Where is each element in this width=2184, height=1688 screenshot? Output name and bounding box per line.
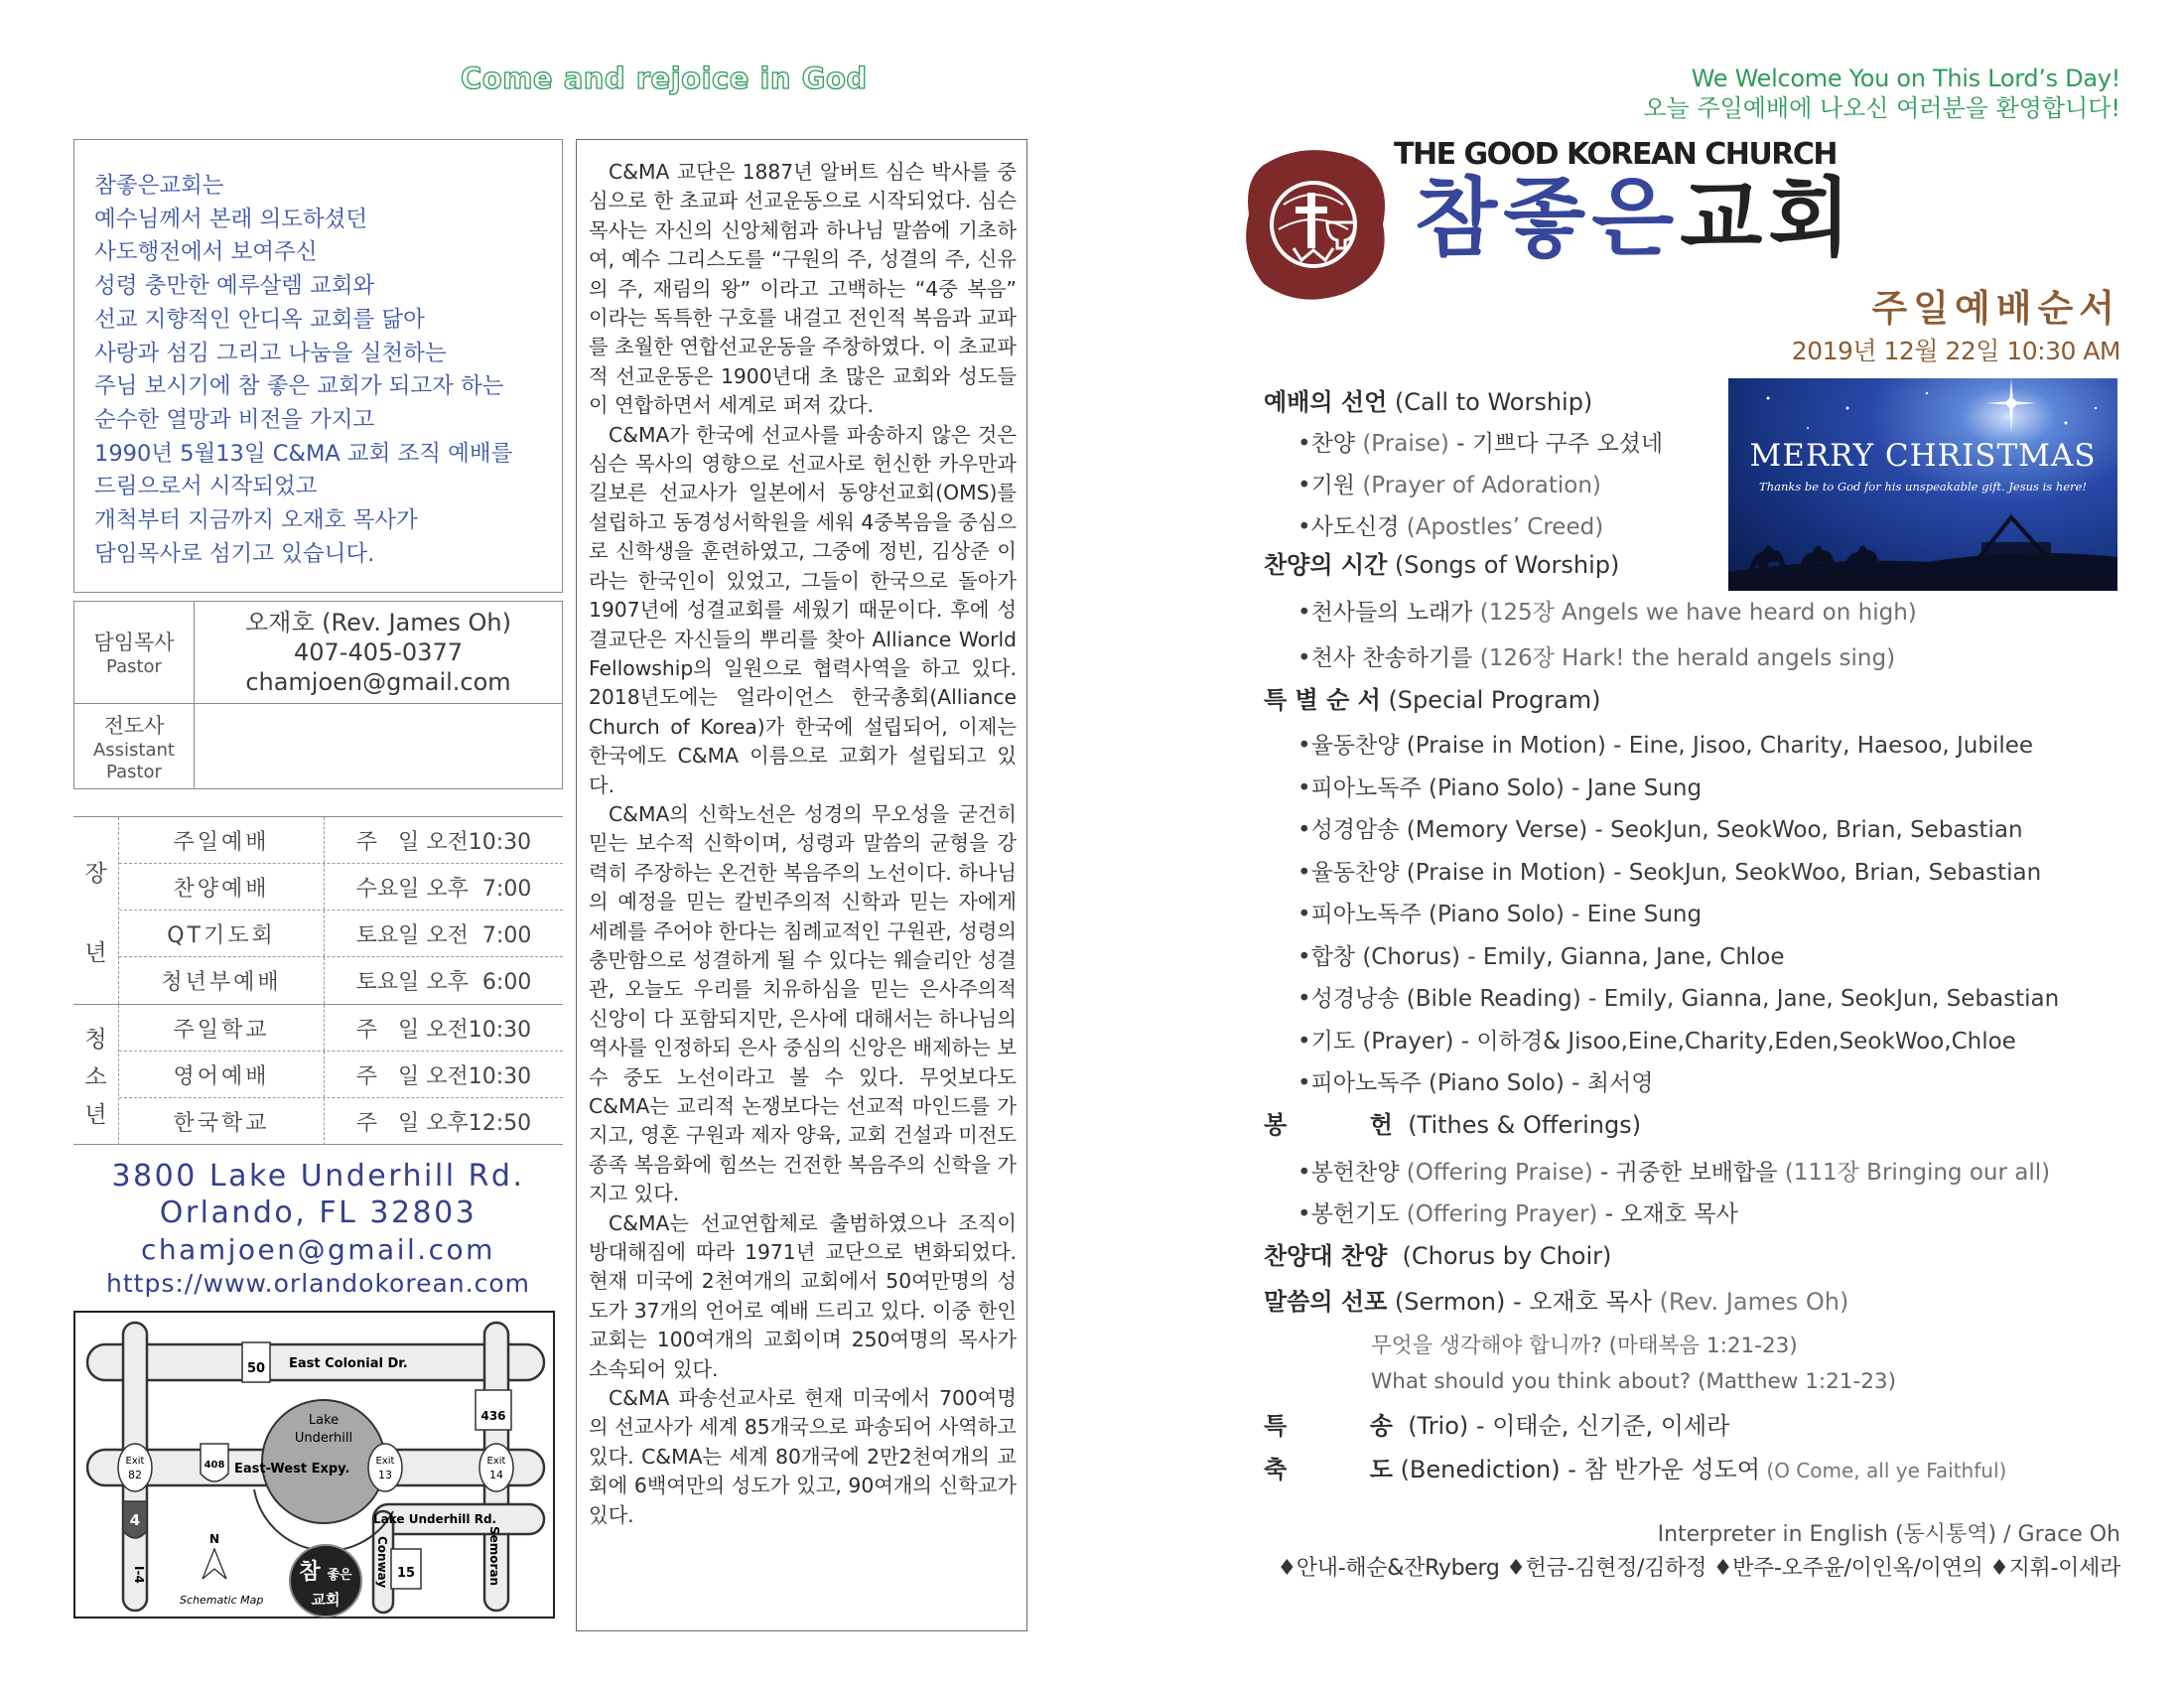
staff-row-pastor	[74, 602, 562, 704]
section-trio	[1264, 1411, 2127, 1455]
category-char: 장	[84, 860, 107, 887]
welcome-ko: 오늘 주일예배에 나오신 여러분을 환영합니다!	[1643, 94, 2120, 122]
order-item: •합창 (Chorus) - Emily, Gianna, Jane, Chloe	[1297, 943, 1785, 970]
map-caption: Schematic Map	[180, 1594, 264, 1607]
schedule-row	[119, 1052, 563, 1098]
section-songs-of-worship	[1264, 550, 2127, 594]
schematic-map	[73, 1311, 555, 1618]
order-item	[1264, 639, 2127, 685]
sr436-shield-icon: 436	[480, 1409, 506, 1423]
schedule-row	[119, 957, 563, 1004]
schedule-row	[119, 1005, 563, 1052]
north-arrow-label: N	[208, 1532, 220, 1546]
staff-info	[195, 602, 562, 703]
section-choir	[1264, 1241, 2127, 1287]
exit-label: Exit	[375, 1456, 395, 1467]
i4-shield-icon: 4	[129, 1511, 141, 1529]
item-en: (Offering Prayer)	[1399, 1201, 1598, 1227]
church-address	[73, 1158, 563, 1300]
service-time: 토요일 오전 7:00	[355, 922, 532, 948]
mission-line: 사도행전에서 보여주신	[94, 239, 318, 266]
pastor-phone: 407-405-0377	[293, 638, 463, 666]
exit-number: 13	[378, 1469, 392, 1481]
north-arrow-icon	[203, 1549, 226, 1579]
item-ko: •천사들의 노래가	[1297, 600, 1473, 626]
welcome-en: We Welcome You on This Lord’s Day!	[1691, 65, 2120, 92]
staff-info-empty	[195, 704, 562, 788]
order-item: •피아노독주 (Piano Solo) - Jane Sung	[1297, 774, 1703, 801]
mission-line: 참좋은교회는	[94, 173, 224, 199]
mission-line: 순수한 열망과 비전을 가지고	[94, 406, 375, 433]
lake-label: Lake	[308, 1413, 340, 1428]
mission-line: 선교 지향적인 안디옥 교회를 닮아	[94, 306, 425, 333]
section-title-ko: 말씀의 선포	[1264, 1288, 1388, 1316]
road-label: East-West Expy.	[234, 1462, 350, 1477]
schedule-category	[73, 817, 119, 1004]
church-name-en: THE GOOD KOREAN CHURCH	[1394, 137, 1837, 172]
history-paragraph: C&MA의 신학노선은 성경의 무오성을 굳건히 믿는 보수적 신학이며, 성령과 말씀의 균형을 강력히 주장하는 온건한 복음주의 노선이다. 하나님의 예정을 믿는 칼빈주의적 신학과 믿는 자에게 세례를 주어야 한다는 침례교적인 구원관, 성령의 충만함으로 성결하게 될 수 있다는 웨슬리안 성결관, 오늘도 우리를 치유하심을 믿는 은사주의적 신앙이 다 포함되지만, 은사에 대해서는 하나님의 역사를 인정하되 은사 중심의 신앙은 배제하는 보수 중도 노선이라고 볼 수 있다. 무엇보다도 C&MA는 교리적 논쟁보다는 선교적 마인드를 가지고, 영혼 구원과 제자 양육, 교회 건설과 미전도종족 복음화에 힘쓰는 건전한 복음주의 신학을 가지고 있다.	[589, 801, 1017, 1206]
item-detail: - 기쁘다 구주 오셨네	[1448, 431, 1664, 457]
schedule-row	[119, 817, 563, 864]
service-roles: ♦안내-해순&잔Ryberg ♦헌금-김현정/김하정 ♦반주-오주윤/이인옥/이연의 ♦지휘-이세라	[1277, 1556, 2120, 1581]
history-paragraph: C&MA 파송선교사로 현재 미국에서 700여명의 선교사가 세계 85개국으로 파송되어 사역하고 있다. C&MA는 세계 80개국에 2만2천여개의 교회에 6백여만의 성도가 있고, 90여개의 신학교가 있다.	[589, 1386, 1017, 1527]
mission-line: 주님 보시기에 참 좋은 교회가 되고자 하는	[94, 373, 504, 400]
address-city: Orlando, FL 32803	[159, 1196, 478, 1230]
address-street: 3800 Lake Underhill Rd.	[111, 1159, 525, 1194]
mission-line: 개척부터 지금까지 오재호 목사가	[94, 507, 418, 534]
section-title-en: (Benediction) - 참 반가운 성도여	[1392, 1456, 1761, 1483]
mission-line: 사랑과 섬김 그리고 나눔을 실천하는	[94, 340, 447, 366]
staff-role	[74, 704, 195, 788]
item-en: (126장 Hark! the herald angels sing)	[1472, 645, 1896, 671]
section-title-ko: 예배의 선언	[1264, 388, 1388, 416]
role-en: Assistant Pastor	[92, 739, 175, 782]
section-title-en: (Chorus by Choir)	[1387, 1242, 1612, 1270]
item-en: (125장 Angels we have heard on high)	[1472, 600, 1917, 626]
lake-label: Underhill	[294, 1431, 353, 1446]
role-ko: 전도사	[103, 713, 165, 738]
section-call-to-worship	[1264, 387, 2127, 417]
category-char: 년	[84, 939, 107, 966]
exit-number: 82	[128, 1469, 142, 1481]
service-name: 영어예배	[119, 1052, 325, 1097]
section-title-ko: 특 별 순 서	[1264, 686, 1381, 714]
service-time: 주 일 오전10:30	[355, 829, 532, 855]
road-label: East Colonial Dr.	[289, 1356, 408, 1371]
contact-email-link[interactable]: chamjoen@gmail.com	[141, 1233, 495, 1266]
service-name: 한국학교	[119, 1098, 325, 1145]
church-name-ko-black: 교회	[1680, 169, 1857, 268]
banner-subtitle: Thanks be to God for his unspeakable gift. Jesus is here!	[1759, 480, 2087, 493]
history-paragraph: C&MA가 한국에 선교사를 파송하지 않은 것은 심슨 목사의 영향으로 선교사로 헌신한 카우만과 길보른 선교사가 일본에서 동양선교회(OMS)를 설립하고 동경성서학원을 세워 4중복음을 중심으로 신학생을 훈련하였고, 그중에 정빈, 김상준 이라는 한국인이 있었고, 그들이 한국으로 돌아가 1907년에 성결교회를 세웠기 때문이다. 후에 성결교단은 자신들의 뿌리를 찾아 Alliance World Fellowship의 일원으로 협력사역을 하고 있다. 2018년도에는 얼라이언스 한국총회(Alliance Church of Korea)가 한국에 설립되어, 이제는 한국에도 C&MA 이름으로 교회가 설립되고 있다.	[589, 422, 1017, 797]
item-ko: •봉헌찬양	[1297, 1160, 1400, 1186]
section-sermon	[1264, 1287, 2127, 1329]
section-benediction	[1264, 1455, 2127, 1485]
church-name-ko-blue: 참좋은	[1415, 169, 1681, 268]
mission-line: 담임목사로 섬기고 있습니다.	[94, 540, 375, 567]
toll408-shield-icon: 408	[204, 1460, 225, 1471]
order-item	[1264, 1154, 2127, 1196]
marker-text: 좋은	[327, 1568, 352, 1583]
section-title-ko: 특 송	[1264, 1412, 1393, 1440]
service-time: 주 일 오전10:30	[355, 1063, 532, 1089]
order-item	[1264, 425, 2127, 467]
banner-title: MERRY CHRISTMAS	[1749, 438, 2097, 474]
map-illustration	[75, 1313, 557, 1620]
section-title-ko: 찬양의 시간	[1264, 551, 1388, 579]
section-title-ko: 축 도	[1264, 1456, 1393, 1483]
order-item: •기도 (Prayer) - 이하경& Jisoo,Eine,Charity,Eden,SeokWoo,Chloe	[1297, 1028, 2016, 1055]
website-link[interactable]: https://www.orlandokorean.com	[106, 1269, 530, 1298]
section-title-en: (Trio) - 이태순, 신기준, 이세라	[1392, 1412, 1730, 1440]
item-ko: •찬양	[1297, 431, 1356, 457]
sermon-title-ko: 무엇을 생각해야 합니까? (마태복음 1:21-23)	[1371, 1334, 1798, 1358]
role-ko: 담임목사	[93, 631, 175, 654]
history-paragraph: C&MA는 선교연합체로 출범하였으나 조직이 방대해짐에 따라 1971년 교단으로 변화되었다. 현재 미국에 2천여개의 교회에서 50여만명의 성도가 37개의 언어로 예배 드리고 있다. 이중 한인교회는 100여개의 교회이며 250여명의 목사가 소속되어 있다.	[589, 1210, 1017, 1381]
section-title-en: (Call to Worship)	[1394, 388, 1593, 416]
item-ko: •기원	[1297, 473, 1356, 498]
service-name: QT기도회	[119, 911, 325, 956]
service-time: 토요일 오후 6:00	[355, 970, 532, 995]
tagline: Come and rejoice in God	[461, 62, 868, 95]
item-en: (Apostles’ Creed)	[1399, 514, 1604, 540]
church-logo-icon	[1244, 145, 1393, 304]
staff-role	[74, 602, 195, 703]
order-item	[1264, 467, 2127, 508]
church-name-ko	[1415, 169, 1856, 268]
section-title-en: (Special Program)	[1380, 686, 1601, 714]
sr15-shield-icon: 15	[396, 1566, 416, 1581]
schedule-row	[119, 864, 563, 911]
mission-line: 드림으로서 시작되었고	[94, 474, 318, 500]
schedule-category	[73, 1005, 119, 1145]
order-item: •성경낭송 (Bible Reading) - Emily, Gianna, Jane, SeokJun, Sebastian	[1297, 986, 2060, 1012]
program-title: 주일예배순서	[1871, 287, 2120, 330]
pastor-email: chamjoen@gmail.com	[245, 668, 511, 696]
service-time: 수요일 오후 7:00	[355, 876, 532, 902]
cma-history-article	[576, 139, 1027, 1631]
service-time: 주 일 오전10:30	[355, 1017, 532, 1043]
item-ko: •봉헌기도	[1297, 1201, 1400, 1227]
order-item: •피아노독주 (Piano Solo) - 최서영	[1297, 1070, 1654, 1096]
order-item	[1264, 594, 2127, 639]
order-item: •성경암송 (Memory Verse) - SeokJun, SeokWoo, Brian, Sebastian	[1297, 817, 2023, 843]
section-extra: (O Come, all ye Faithful)	[1760, 1459, 2007, 1482]
order-item: •피아노독주 (Piano Solo) - Eine Sung	[1297, 902, 1703, 927]
service-name: 찬양예배	[119, 864, 325, 910]
interpreter-note: Interpreter in English (동시통역) / Grace Oh	[1657, 1522, 2120, 1547]
program-date: 2019년 12월 22일 10:30 AM	[1791, 337, 2120, 365]
section-title-en: (Sermon) - 오재호 목사	[1387, 1288, 1652, 1316]
service-name: 주일예배	[119, 817, 325, 863]
schedule-group-adult	[73, 817, 563, 1005]
welcome-message	[1643, 64, 2120, 123]
section-title-ko: 봉 헌	[1264, 1111, 1393, 1139]
category-char: 년	[84, 1101, 107, 1128]
section-title-ko: 찬양대 찬양	[1264, 1242, 1388, 1270]
item-detail: - 오재호 목사	[1597, 1201, 1738, 1227]
order-item	[1264, 1196, 2127, 1241]
exit-number: 14	[489, 1469, 503, 1481]
section-special-program	[1264, 685, 2127, 727]
sermon-title-en: What should you think about? (Matthew 1:21-23)	[1371, 1369, 1896, 1394]
worship-order	[1264, 387, 2127, 1485]
schedule-row	[119, 1098, 563, 1145]
item-ko: •사도신경	[1297, 514, 1400, 540]
road-label: I-4	[132, 1566, 146, 1584]
schedule-table	[73, 816, 563, 1145]
order-item: •율동찬양 (Praise in Motion) - SeokJun, SeokWoo, Brian, Sebastian	[1297, 859, 2042, 886]
road-label: Lake Underhill Rd.	[373, 1512, 497, 1526]
service-name: 청년부예배	[119, 957, 325, 1004]
order-item: •율동찬양 (Praise in Motion) - Eine, Jisoo, Charity, Haesoo, Jubilee	[1297, 733, 2034, 759]
role-en: Pastor	[106, 656, 162, 677]
marker-text: 교회	[311, 1591, 341, 1609]
history-paragraph: C&MA 교단은 1887년 알버트 심슨 박사를 중심으로 한 초교파 선교운동으로 시작되었다. 심슨 목사는 자신의 신앙체험과 하나님 말씀에 기초하여, 예수 그리스도를 “구원의 주, 성결의 주, 신유의 주, 재림의 왕” 이라고 고백하는 “4중 복음” 이라는 독특한 구호를 내걸고 전인적 복음과 교파를 초월한 연합선교운동을 주창하였다. 이 초교파적 선교운동은 1900년대 초 많은 교회와 성도들이 연합하면서 세계로 퍼져 갔다.	[589, 160, 1017, 418]
marker-text: 참	[299, 1560, 321, 1585]
schedule-group-youth	[73, 1005, 563, 1145]
section-offering	[1264, 1110, 2127, 1154]
item-extra: (111장 Bringing our all)	[1777, 1160, 2051, 1186]
mission-line: 예수님께서 본래 의도하셨던	[94, 206, 368, 232]
item-en: (Offering Praise)	[1399, 1160, 1593, 1186]
item-detail: - 귀중한 보배합을	[1592, 1160, 1778, 1186]
staff-table	[73, 601, 563, 789]
section-title-en: (Songs of Worship)	[1387, 551, 1620, 579]
pastor-name: 오재호 (Rev. James Oh)	[244, 609, 512, 636]
category-char: 소	[84, 1063, 107, 1090]
section-extra: (Rev. James Oh)	[1651, 1288, 1849, 1316]
service-time: 주 일 오후12:50	[355, 1111, 532, 1136]
road-label: Semoran	[487, 1526, 501, 1587]
item-en: (Prayer of Adoration)	[1355, 473, 1601, 498]
order-item	[1264, 508, 2127, 550]
category-char: 청	[84, 1027, 107, 1054]
exit-label: Exit	[486, 1456, 506, 1467]
road-label: Conway	[375, 1536, 389, 1589]
item-ko: •천사 찬송하기를	[1297, 645, 1473, 671]
mission-line: 1990년 5월13일 C&MA 교회 조직 예배를	[94, 440, 513, 467]
item-en: (Praise)	[1355, 431, 1449, 457]
sr50-shield-icon: 50	[246, 1361, 266, 1376]
service-name: 주일학교	[119, 1005, 325, 1051]
section-title-en: (Tithes & Offerings)	[1392, 1111, 1642, 1139]
mission-line: 성령 충만한 예루살렘 교회와	[94, 273, 375, 300]
mission-statement-box	[73, 139, 563, 593]
schedule-row	[119, 911, 563, 957]
staff-row-assistant	[74, 704, 562, 788]
exit-label: Exit	[125, 1456, 145, 1467]
